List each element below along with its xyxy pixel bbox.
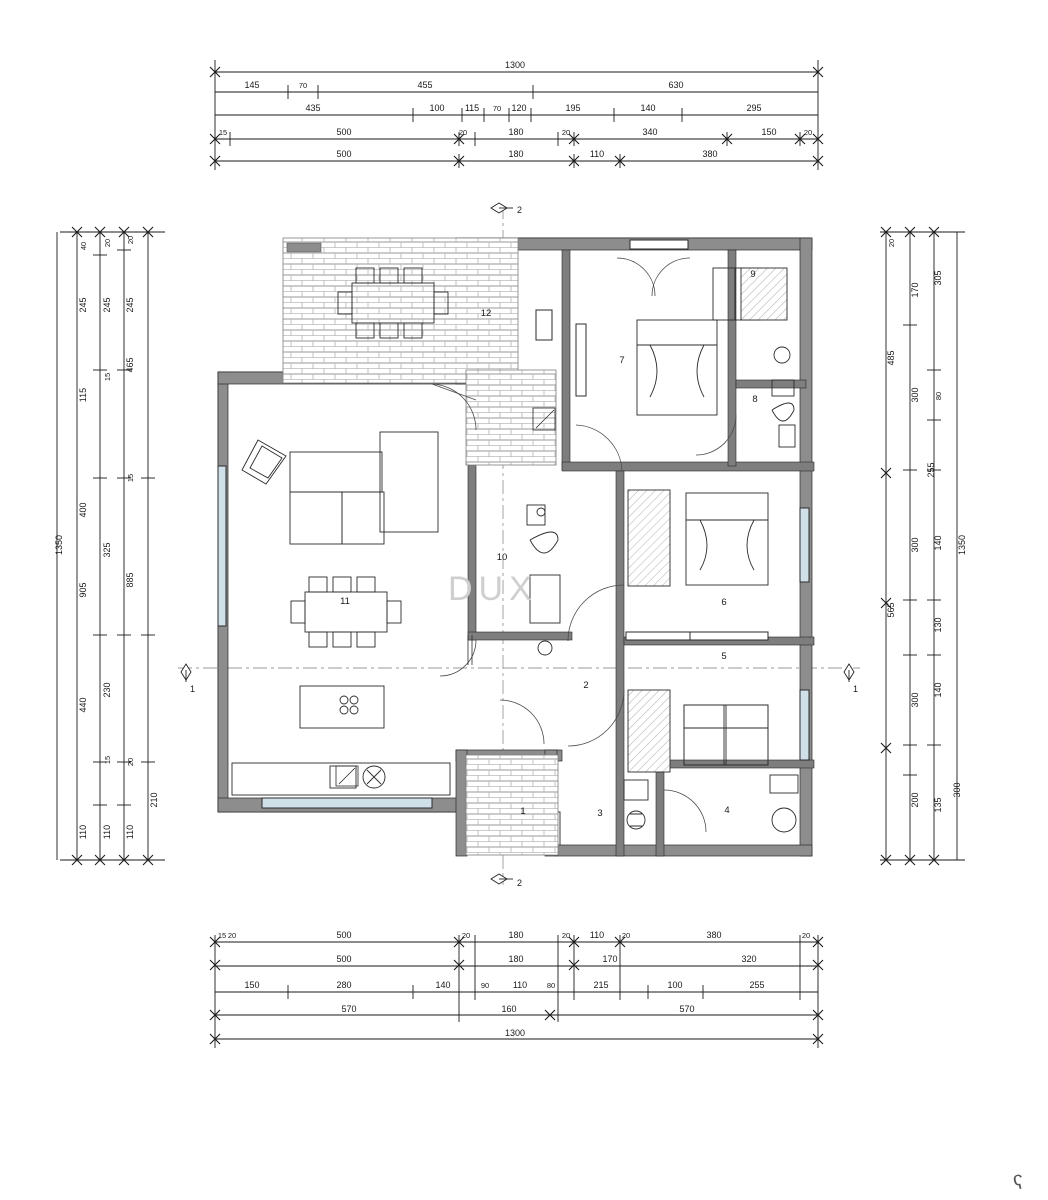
dimension-label: 140 [933,535,943,551]
dimension-label: 20 [621,931,631,940]
dimension-label: 20 [887,238,896,248]
dimension-label: 340 [642,127,658,137]
dimension-label: 485 [886,350,896,366]
dimension-label: 15 [218,128,228,137]
dimension-label: 300 [910,537,920,553]
dimension-label: 15 [103,755,112,765]
dimension-label: 210 [149,792,159,808]
dimension-label: 5 [721,651,727,662]
dimension-label: 570 [341,1004,357,1014]
dining-furniture [291,577,401,647]
dimension-label: 300 [952,782,962,798]
dimension-label: 570 [679,1004,695,1014]
dimension-label: 300 [910,387,920,403]
dimension-label: 500 [336,149,352,159]
dimension-label: 170 [910,282,920,298]
section-marker-right [844,664,858,694]
corner-glyph: ʕ [1011,1171,1026,1195]
dimension-label: 70 [298,81,308,90]
dimension-label: 255 [749,980,765,990]
dimension-label: 2 [583,680,589,691]
section-mark-label: 1 [853,684,859,694]
bedroom-6-furniture [628,490,768,586]
dimension-label: 100 [667,980,683,990]
dimension-label: 380 [706,930,722,940]
dimension-label: 8 [752,394,758,405]
dimension-label: 15 [217,931,227,940]
dimension-label: 20 [458,128,468,137]
kitchen-counter [232,763,450,795]
dimension-label: 245 [125,297,135,313]
dimension-label: 110 [589,149,605,159]
dimension-label: 120 [511,103,527,113]
dimension-label: 80 [546,981,556,990]
dimension-label: 465 [125,357,135,373]
dimension-label: 20 [461,931,471,940]
dimension-label: 1300 [504,60,526,70]
section-marker-left [181,664,195,694]
dimension-label: 140 [640,103,656,113]
dimension-label: 6 [721,597,727,608]
dimension-label: 905 [78,582,88,598]
dimension-label: 20 [561,128,571,137]
dimension-label: 9 [750,269,756,280]
dimension-label: 180 [508,127,524,137]
dimension-label: 20 [801,931,811,940]
dimension-label: 135 [933,797,943,813]
dimension-label: 440 [78,697,88,713]
bottom-dimension-labels [218,930,810,1038]
section-mark-label: 2 [517,878,523,888]
dimension-label: 160 [501,1004,517,1014]
dimension-label: 7 [619,355,625,366]
dimension-label: 200 [910,792,920,808]
dimension-label: 500 [336,127,352,137]
dimension-label: 110 [589,930,605,940]
dimension-label: 70 [492,104,502,113]
dimension-label: 3 [597,808,603,819]
dimension-label: 15 [126,473,135,483]
dimension-label: 295 [746,103,762,113]
dimension-label: 215 [593,980,609,990]
dimension-label: 565 [886,602,896,618]
dimension-label: 15 [103,372,112,382]
dimension-label: 320 [741,954,757,964]
dimension-label: 150 [244,980,260,990]
dimension-label: 170 [602,954,618,964]
dimension-label: 20 [227,931,237,940]
dimension-label: 500 [336,954,352,964]
section-marker-top [491,203,522,215]
dimension-label: 130 [933,617,943,633]
dimension-label: 180 [508,954,524,964]
dimension-label: 380 [702,149,718,159]
dimension-label: 885 [125,572,135,588]
dimension-label: 40 [79,241,88,251]
dimension-label: 1350 [957,534,967,556]
right-dimension-block [880,227,965,865]
dimension-label: 145 [244,80,260,90]
dimension-label: 20 [126,757,135,767]
dimension-label: 115 [78,387,88,403]
dimension-label: 110 [125,824,135,840]
dimension-label: 110 [512,980,528,990]
section-marker-bottom [491,874,522,888]
dimension-label: 150 [761,127,777,137]
section-mark-label: 2 [517,205,523,215]
dimension-label: 630 [668,80,684,90]
dimension-label: 435 [305,103,321,113]
bathroom-8-fixtures [741,268,795,447]
dimension-label: 12 [480,308,492,319]
dimension-label: 110 [78,824,88,840]
dimension-label: 245 [102,297,112,313]
dimension-label: 20 [803,128,813,137]
dimension-label: 4 [724,805,730,816]
dimension-label: 280 [336,980,352,990]
dimension-label: 230 [102,682,112,698]
section-mark-label: 1 [190,684,196,694]
watermark-text: DUX [448,570,538,608]
terrace-hatch [283,238,558,855]
kitchen-island [300,686,384,728]
living-room-furniture [242,432,438,544]
dimension-label: 400 [78,502,88,518]
dimension-label: 90 [480,981,490,990]
dimension-label: 500 [336,930,352,940]
dimension-label: 325 [102,542,112,558]
dimension-label: 115 [464,103,480,113]
dimension-label: 195 [565,103,581,113]
dimension-label: 1 [520,806,526,817]
dimension-label: 10 [496,552,508,563]
dimension-label: 1350 [54,534,64,556]
dimension-label: 110 [102,824,112,840]
dimension-label: 245 [78,297,88,313]
dimension-label: 80 [934,391,943,401]
dimension-label: 11 [340,596,350,607]
dimension-label: 140 [933,682,943,698]
dimension-label: 20 [126,235,135,245]
dimension-label: 20 [561,931,571,940]
dimension-label: 255 [926,462,936,478]
utility-3-fixtures [624,780,648,829]
dimension-label: 180 [508,149,524,159]
dimension-label: 300 [910,692,920,708]
dimension-label: 455 [417,80,433,90]
dimension-label: 1300 [504,1028,526,1038]
dimension-label: 180 [508,930,524,940]
top-dimension-labels [219,60,812,159]
left-dimension-labels [54,236,159,839]
dimension-label: 100 [429,103,445,113]
right-dimension-labels [886,239,967,813]
dimension-label: 305 [933,270,943,286]
dimension-label: 140 [435,980,451,990]
dimension-label: 20 [103,238,112,248]
